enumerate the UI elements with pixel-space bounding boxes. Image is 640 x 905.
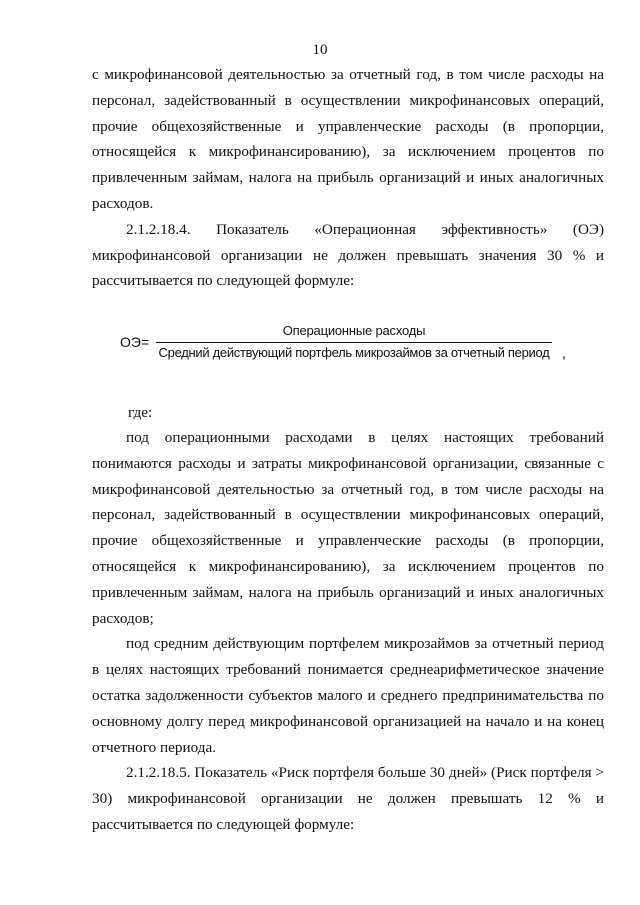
paragraph-operational-efficiency: 2.1.2.18.4. Показатель «Операционная эффективность» (ОЭ) микрофинансовой организации не должен превышать значения 30 % и рассчитывается по следующей формуле: bbox=[92, 220, 604, 290]
formula-operational-efficiency bbox=[120, 323, 590, 383]
formula-trailing-comma: , bbox=[562, 345, 566, 361]
fraction-line bbox=[156, 342, 552, 343]
paragraph-expenses-continuation: с микрофинансовой деятельностью за отчетный год, в том числе расходы на персонал, задействованный в осуществлении микрофинансовых операций, прочие общехозяйственные и управленческие расходы (в пропорции, относящейся к микрофинансированию), за исключением процентов по привлеченным займам, налога на прибыль организаций и иных аналогичных расходов. bbox=[92, 66, 604, 212]
paragraph-operating-expenses-definition: под операционными расходами в целях настоящих требований понимаются расходы и затраты микрофинансовой организации, связанные с микрофинансовой деятельностью за отчетный год, в том числе расходы на персонал, задействованный в осуществлении микрофинансовых операций, прочие общехозяйственные и управленческие расходы (в пропорции, относящейся к микрофинансированию), за исключением процентов по привлеченным займам, налога на прибыль организаций и иных аналогичных расходов; bbox=[92, 429, 604, 627]
where-label: где: bbox=[128, 404, 153, 421]
paragraph-average-portfolio-definition: под средним действующим портфелем микрозаймов за отчетный период в целях настоящих требований понимается среднеарифметическое значение остатка задолженности субъектов малого и среднего предпринимательства по основному долгу перед микрофинансовой организацией на начало и на конец отчетного периода. bbox=[92, 635, 604, 756]
page-number: 10 bbox=[312, 42, 328, 58]
formula-numerator: Операционные расходы bbox=[282, 323, 426, 338]
text-section-top bbox=[92, 62, 604, 294]
formula-denominator: Средний действующий портфель микрозаймов за отчетный период bbox=[158, 345, 550, 360]
formula-lhs: ОЭ= bbox=[120, 334, 150, 350]
text-section-bottom bbox=[92, 425, 604, 838]
paragraph-portfolio-risk: 2.1.2.18.5. Показатель «Риск портфеля больше 30 дней» (Риск портфеля > 30) микрофинансовой организации не должен превышать 12 % и рассчитывается по следующей формуле: bbox=[92, 764, 604, 833]
